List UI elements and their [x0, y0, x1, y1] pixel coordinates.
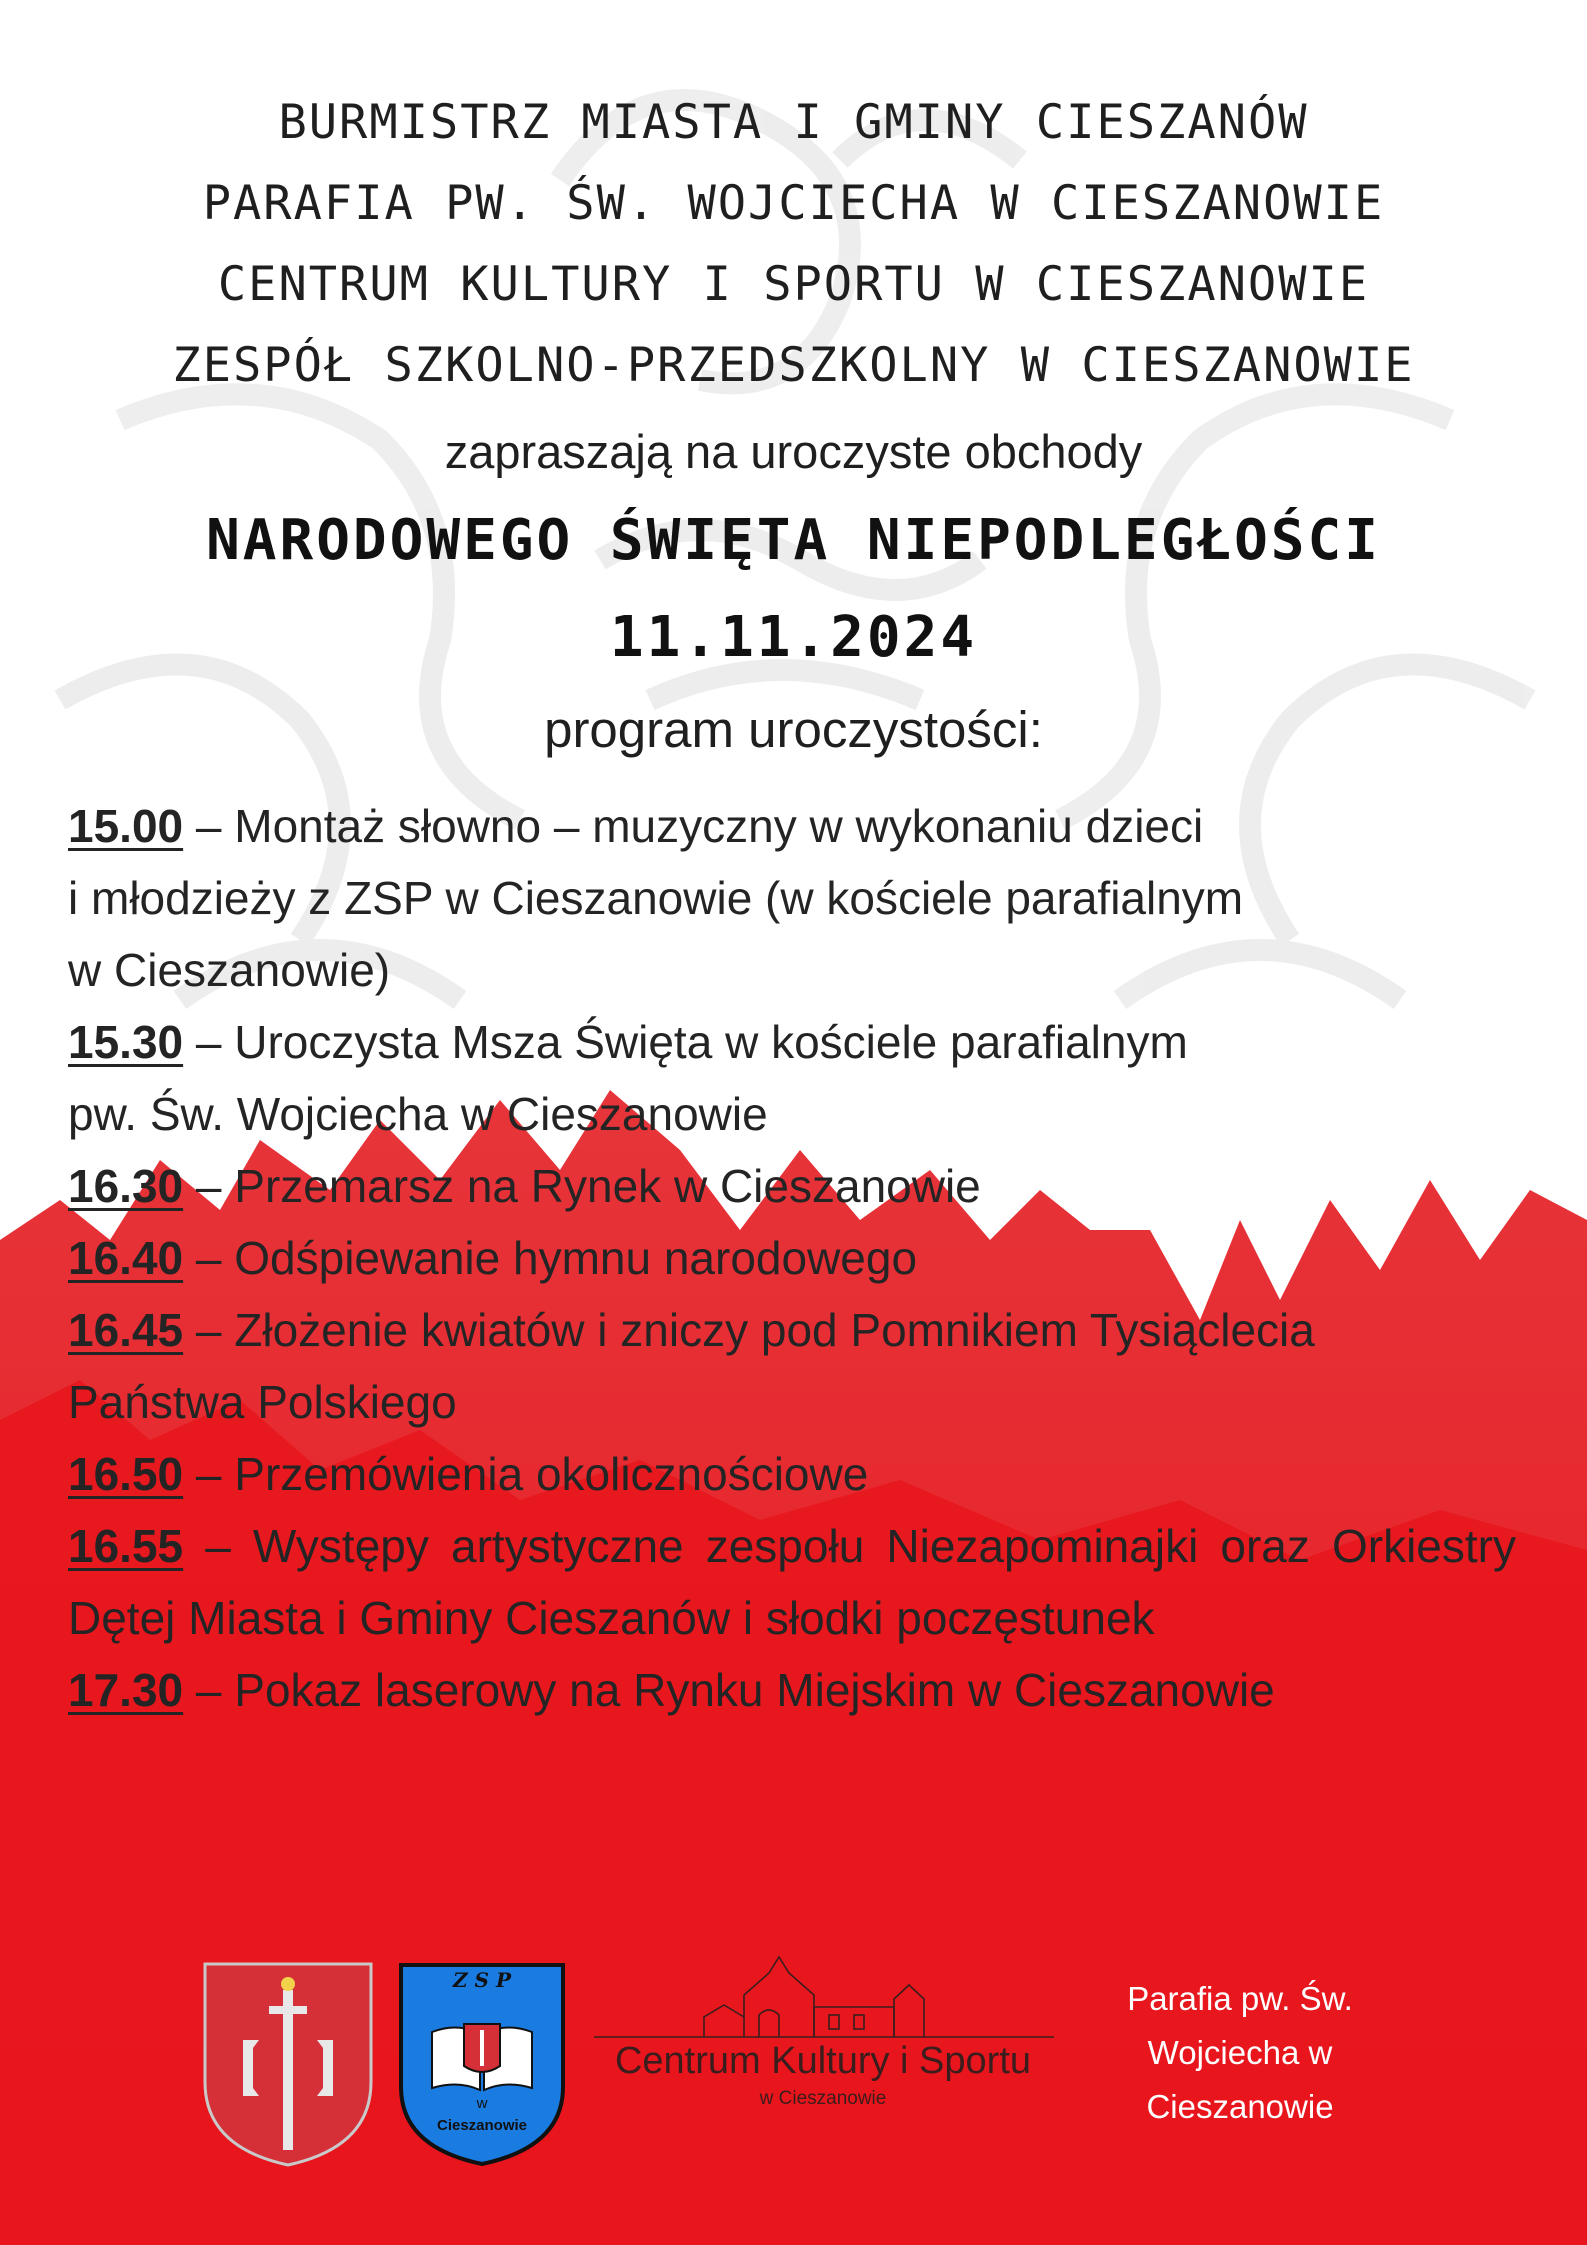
program-text: – Uroczysta Msza Święta w kościele parafialnym	[183, 1016, 1188, 1068]
event-date: 11.11.2024	[609, 605, 978, 670]
program-item	[68, 1150, 1516, 1222]
program-time: 16.55	[68, 1520, 184, 1572]
parish-line-3: Cieszanowie	[1146, 2088, 1334, 2125]
program-label: program uroczystości:	[544, 701, 1043, 758]
event-title: NARODOWEGO ŚWIĘTA NIEPODLEGŁOŚCI	[206, 508, 1381, 573]
zsp-school-logo-icon	[398, 1962, 566, 2167]
church-outline-icon	[594, 1955, 1054, 2040]
program-time: 17.30	[68, 1664, 184, 1716]
program-item	[68, 790, 1516, 1006]
program-time: 16.45	[68, 1304, 184, 1356]
zsp-logo-w-text: w	[476, 2095, 488, 2112]
program-item	[68, 1510, 1516, 1654]
program-text-line: i młodzieży z ZSP w Cieszanowie (w kościele parafialnym	[68, 872, 1244, 924]
program-text-line: w Cieszanowie)	[68, 944, 391, 996]
program-text: – Pokaz laserowy na Rynku Miejskim w Cieszanowie	[183, 1664, 1275, 1716]
program-item	[68, 1294, 1516, 1438]
program-text: – Złożenie kwiatów i zniczy pod Pomnikiem Tysiąclecia	[183, 1304, 1315, 1356]
program-item	[68, 1654, 1516, 1726]
program-text: – Przemówienia okolicznościowe	[183, 1448, 869, 1500]
program-time: 16.40	[68, 1232, 184, 1284]
program-time: 16.50	[68, 1448, 184, 1500]
town-coat-of-arms-icon	[203, 1962, 373, 2167]
parish-line-1: Parafia pw. Św.	[1127, 1980, 1353, 2017]
program-item	[68, 1006, 1516, 1150]
organizer-line-2: PARAFIA PW. ŚW. WOJCIECHA W CIESZANOWIE	[202, 176, 1385, 231]
program-item	[68, 1438, 1516, 1510]
zsp-logo-town-text: Cieszanowie	[436, 2117, 528, 2134]
zsp-logo-top-text: Z S P	[452, 1968, 511, 1992]
program-time: 16.30	[68, 1160, 184, 1212]
invitation-text: zapraszają na uroczyste obchody	[444, 425, 1143, 478]
parish-name	[1090, 1972, 1390, 2134]
organizer-line-1: BURMISTRZ MIASTA I GMINY CIESZANÓW	[278, 95, 1309, 150]
program-text: – Odśpiewanie hymnu narodowego	[183, 1232, 918, 1284]
program-text-line: pw. Św. Wojciecha w Cieszanowie	[68, 1088, 768, 1140]
parish-line-2: Wojciecha w	[1147, 2034, 1333, 2071]
ckis-logo-subtitle: w Cieszanowie	[759, 2088, 887, 2109]
ckis-logo-name: Centrum Kultury i Sportu	[614, 2040, 1032, 2082]
program-item	[68, 1222, 1516, 1294]
program-text-line: Państwa Polskiego	[68, 1376, 457, 1428]
program-text: – Przemarsz na Rynek w Cieszanowie	[183, 1160, 981, 1212]
program-time: 15.00	[68, 800, 184, 852]
organizer-line-4: ZESPÓŁ SZKOLNO-PRZEDSZKOLNY W CIESZANOWIE	[172, 338, 1415, 393]
program-list	[68, 790, 1516, 1726]
program-text: – Montaż słowno – muzyczny w wykonaniu dzieci	[183, 800, 1204, 852]
program-text: – Występy artystyczne zespołu Niezapominajki oraz Orkiestry Dętej Miasta i Gminy Cieszanów i słodki poczęstunek	[68, 1520, 1516, 1644]
organizer-line-3: CENTRUM KULTURY I SPORTU W CIESZANOWIE	[217, 257, 1370, 312]
program-time: 15.30	[68, 1016, 184, 1068]
